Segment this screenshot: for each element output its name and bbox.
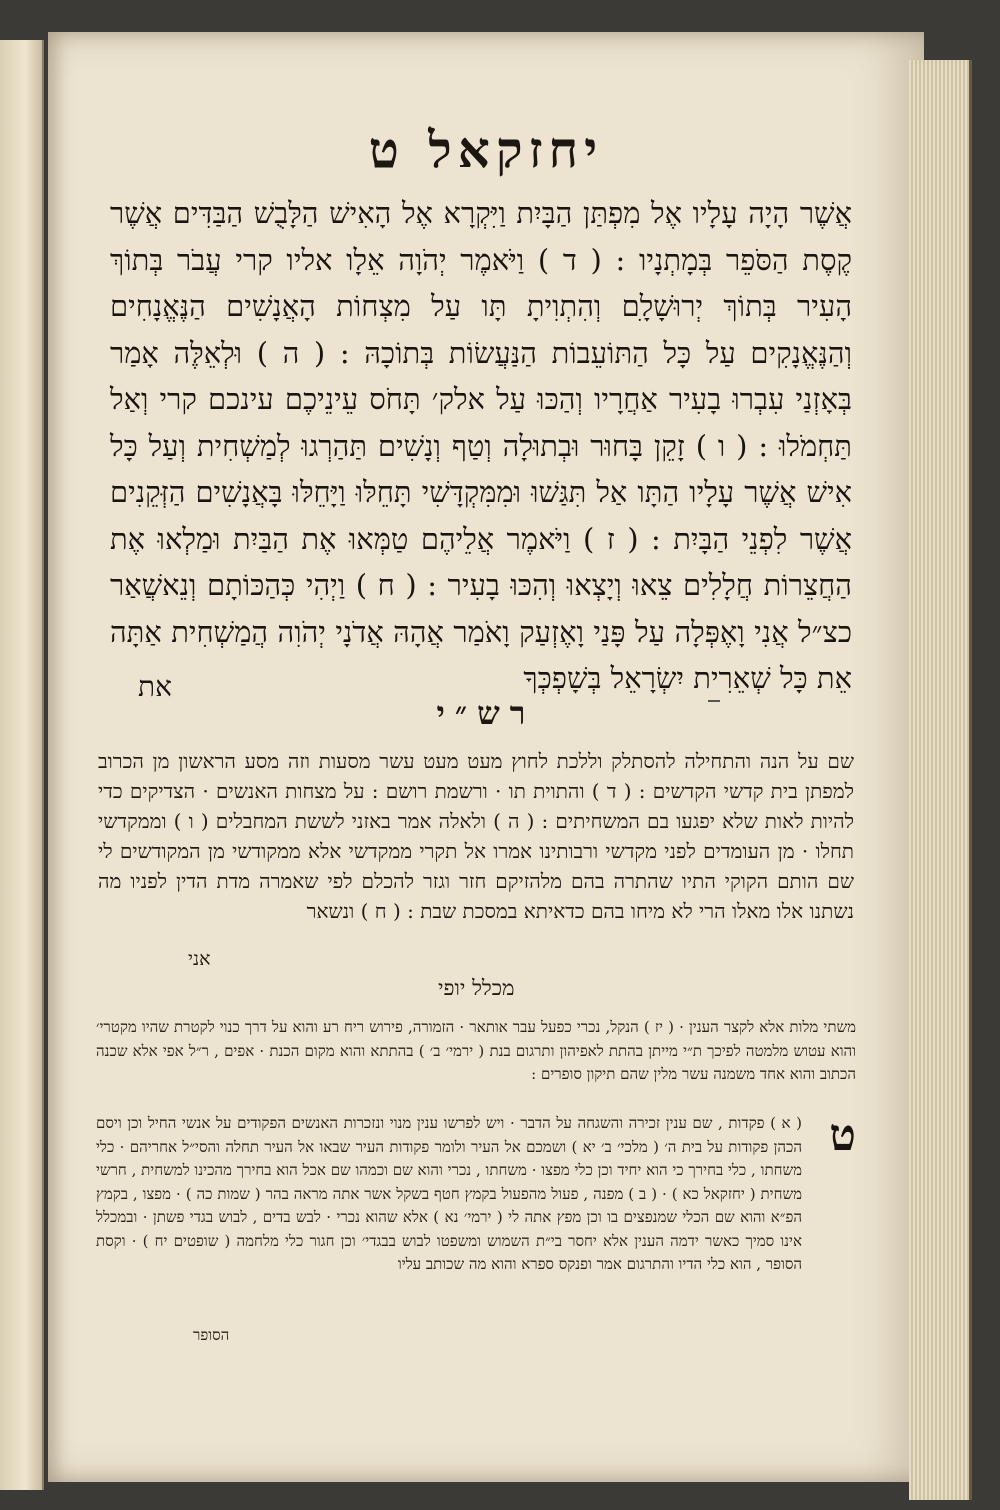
page-header: יחזקאל ט xyxy=(368,120,604,179)
previous-page-edge xyxy=(0,40,44,1490)
michlal-yofi-notes: משתי מלות אלא לקצר הענין · ( יז ) הנקל, נכרי כפעל עבר אותאר · הזמורה, פירוש ריח רע והוא על דרך כנוי לקטרת שהיו מקטרי׳ והוא עטוש מלמטה לפיכך ת״י מייתן בהתת לאפיהון ותרגום בנת ( ירמי׳ ב׳ ) בהתתא והוא מקום הכנת · אפים , ר״ל אפי אלא שכנה הכתוב והוא אחד משמנה עשר מלין שהם תיקון סופרים : xyxy=(96,1018,856,1083)
rashi-heading: רש״י xyxy=(436,694,536,732)
commentary-catchword: אני xyxy=(188,948,211,970)
scripture-text: אֲשֶׁר הָיָה עָלָיו אֶל מִפְתַּן הַבָּיִת וַיִּקְרָא אֶל הָאִישׁ הַלָּבֻשׁ הַבַּדִּים אֲשֶׁר קֶסֶת הַסֹּפֵר בְּמָתְנָיו : ( ד ) וַיֹּאמֶר יְהֹוָה אֵלָו אליו קרי עֲבֹר בְּתוֹךְ הָעִיר בְּתוֹךְ יְרוּשָׁלָ‍ִם וְהִתְוִיתָ תָּו עַל מִצְחוֹת הָאֲנָשִׁים הַנֶּאֱנָחִים וְהַנֶּאֱנָקִים עַל כָּל הַתּוֹעֵבוֹת הַנַּעֲשׂוֹת בְּתוֹכָהּ : ( ה ) וּלְאֵלֶּה אָמַר בְּאָזְנַי עִבְרוּ בָעִיר אַחֲרָיו וְהַכּוּ עַל אלק׳ תָּחֹס עֵינֵיכֶם עינכם קרי וְאַל תַּחְמֹלוּ : ( ו ) זָקֵן בָּחוּר וּבְתוּלָה וְטַף וְנָשִׁים תַּהַרְגוּ לְמַשְׁחִית וְעַל כָּל אִישׁ אֲשֶׁר עָלָיו הַתָּו אַל תִּגַּשׁוּ וּמִמִּקְדָּשִׁי תָּחֵלּוּ וַיָּחֵלּוּ בָּאֲנָשִׁים הַזְּקֵנִים אֲשֶׁר לִפְנֵי הַבָּיִת : ( ז ) וַיֹּאמֶר אֲלֵיהֶם טַמְּאוּ אֶת הַבַּיִת וּמַלְאוּ אֶת הַחֲצֵרוֹת חֲלָלִים צֵאוּ וְיָצְאוּ וְהִכּוּ בָעִיר : ( ח ) וַיְהִי כְּהַכּוֹתָם וְנֵאשֲׁאַר כצ״ל אֲנִי וָאֶפְּלָה עַל פָּנַי וָאֶזְעַק וָאֹמַר אֲהָהּ אֲדֹנָי יְהֹוִה הֲמַשְׁחִית אַתָּה אֵת כָּל שְׁאֵרִית יִשְׂרָאֵל בְּשָׁפְכְּךָ xyxy=(110,196,852,695)
chapter-letter: ט xyxy=(829,1110,856,1161)
book-page xyxy=(48,32,924,1482)
chapter-commentary: ( א ) פקדות , שם ענין זכירה והשגחה על הדבר · ויש לפרשו ענין מנוי ונזכרות האנשים הפקודים על אנשי החיל וכן ויסם הכהן פקודות על בית ה׳ ( מלכי׳ ב׳ יא ) ושמכם אל העיר ולומר פקודות העיר שבאו אל העיר תחלה והסי״ל אחריהם · כלי משחתו , כלי בחירך כי הוא יחיד וכן כלי מפצו · משחתו , נכרי והוא שם וכמהו שם אכל הוא בחירך מהכינו למשחית , חרשי משחית ( יחזקאל כא ) · ( ב ) מפנה , פעול מהפעול בקמץ חטף בשקל אשר אתה מראה בהר ( שמות כה ) · מפצו , בקמץ הפ״א והוא שם הכלי שמנפצים בו וכן מפץ אתה לי ( ירמי׳ נא ) אלא שהוא נכרי · לבש בדים , לבוש בגדי פשתן · ובמכלל אינו סמיך כאשר ידמה הענין אלא יחסר בי״ת השמוש ומשפטו לבוש בבגדי׳ וכן חגור כלי מלחמה ( שופטים יח ) · וקסת הסופר , הוא כלי הדיו והתרגום אמר ופנקס ספרא והוא מה שכותב עליו xyxy=(96,1114,802,1273)
page-edges xyxy=(909,60,972,1500)
michlal-yofi-heading: מכלל יופי xyxy=(438,976,515,1000)
rashi-commentary: שם על הנה והתחילה להסתלק וללכת לחוץ מעט מעט עשר מסעות וזה מסע הראשון מן הכרוב למפתן בית קדשי הקדשים : ( ד ) והתוית תו · ורשמת רושם : על מצחות האנשים · הצדיקים כדי להיות לאות שלא יפגעו בם המשחיתים : ( ה ) ולאלה אמר באזני לששת המחבלים ( ו ) וממקדשי תחלו · מן העומדים לפני מקדשי ורבותינו אמרו אל תקרי ממקדשי אלא ממקודשי מן המקודשים לי שם הותם הקוקי התיו שהתרה בהם מלהזיקם חזר וגזר להכלם לפי שאמרה מדת הדין לפניו מה נשתנו אלו מאלו הרי לא מיחו בהם כדאיתא במסכת שבת : ( ח ) ונשאר xyxy=(98,749,855,923)
chapter-catchword: הסופר xyxy=(193,1326,230,1344)
scripture-catchword: את xyxy=(138,670,172,703)
